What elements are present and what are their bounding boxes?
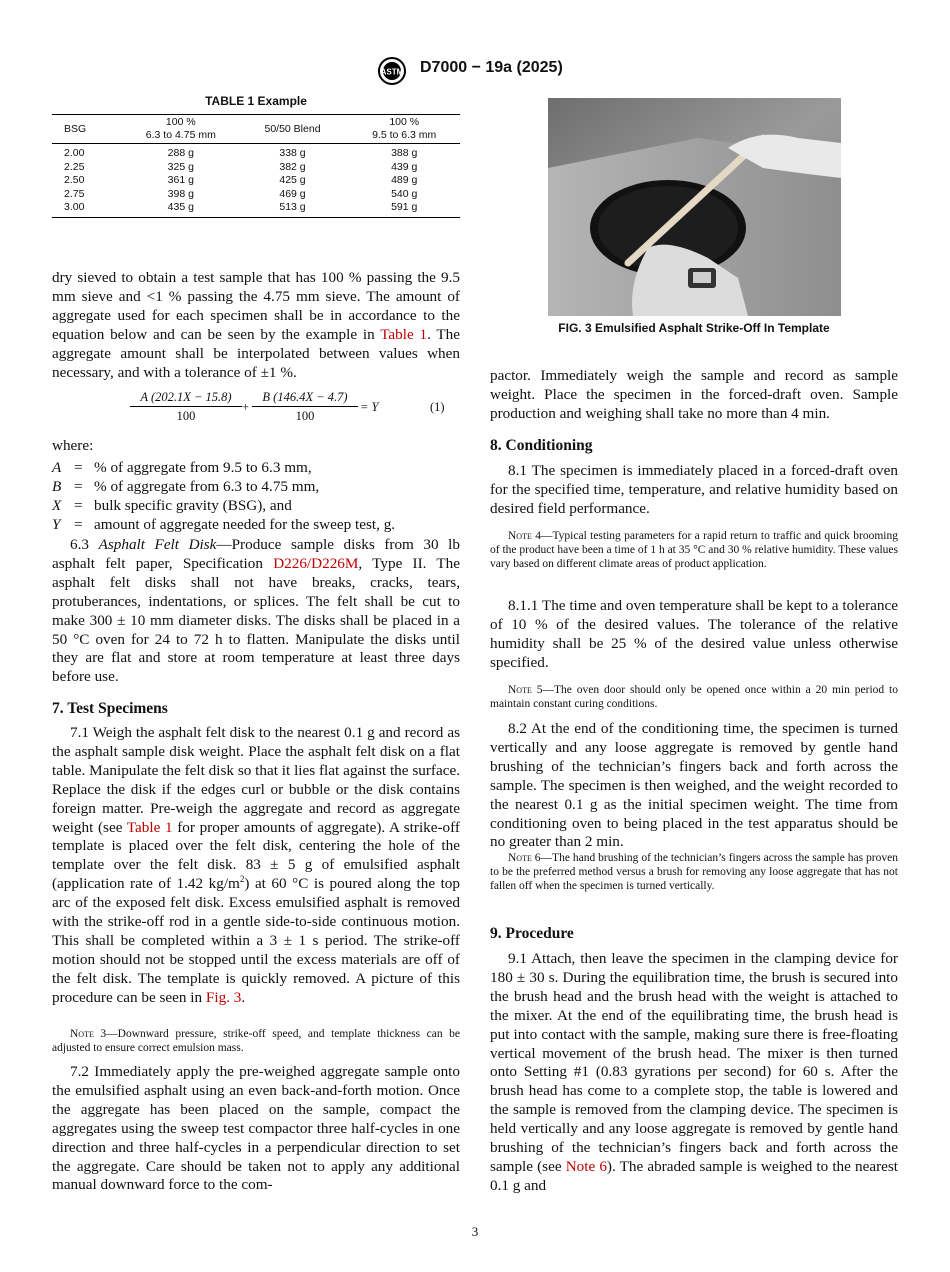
definition-row: X = bulk specific gravity (BSG), and — [52, 496, 292, 514]
table-1-link[interactable]: Table 1 — [380, 325, 428, 343]
d226-link[interactable]: D226/D226M — [273, 554, 359, 572]
standard-designation: D7000 − 19a (2025) — [420, 59, 563, 76]
astm-logo-icon — [374, 56, 414, 86]
paragraph-6-3: 6.3 Asphalt Felt Disk—Produce sample disks from 30 lb asphalt felt paper, Specification D226/D226M, Type II. The asphalt felt disks shall not have breaks, cracks, tears, protuberances, indentations, or splices. The felt shall be cut to make 300 ± 10 mm diameter disks. The disks shall be placed in a 50 °C oven for 24 to 72 h to flatten. Manipulate the disks until they are flat and store at room temperature at least three days before use. — [52, 536, 460, 686]
table-row: 2.00 288 g 338 g 388 g — [64, 147, 418, 159]
definition-row: Y = amount of aggregate needed for the sweep test, g. — [52, 515, 396, 533]
note-6-link[interactable]: Note 6 — [565, 1157, 607, 1175]
variable-definitions — [52, 459, 395, 535]
table-row: 3.00 435 g 513 g 591 g — [64, 201, 418, 213]
table-row: 2.75 398 g 469 g 540 g — [64, 187, 418, 200]
paragraph-dry-sieve: dry sieved to obtain a test sample that has 100 % passing the 9.5 mm sieve and <1 % passing the 4.75 mm sieve. The amount of aggregate used for each specimen shall be in accordance to the equation below and can be seen by the example in Table 1. The aggregate amount shall be interpolated between values when necessary, and with a tolerance of ±1 %. — [52, 269, 461, 381]
paragraph-7-1: 7.1 Weigh the asphalt felt disk to the nearest 0.1 g and record as the asphalt sample disk weight. Place the asphalt felt disk on a flat table. Manipulate the felt disk so that it lies flat against the surface. Replace the disk if the edges curl or bubble or the disk contains foreign matter. Pre-weigh the aggregate and record as aggregate weight (see Table 1 for proper amounts of aggregate). A strike-off template is placed over the felt disk, centering the hole of the template over the felt disk. 83 ± 5 g of emulsified asphalt (application rate of 1.42 $kg/m^2$) at 60 °C is poured along the top arc of the exposed felt disk. Excess emulsified asphalt is removed with the strike-off rod in a gentle side-to-side continuous motion. This shall be completed within a 3 ± 1 s period. The strike-off motion should not be stopped until the excess materials are off of the felt disk. The template is quickly removed. A picture of this procedure can be seen in Fig. 3. — [52, 724, 460, 1006]
table-row: 2.50 361 g 425 g 489 g — [64, 174, 418, 186]
paragraph-continuation: pactor. Immediately weigh the sample and record as sample weight. Place the specimen in the forced-draft oven. Sample production and weighing shall take no more than 4 min. — [490, 367, 898, 422]
logo-lettering: ASTM — [380, 67, 404, 77]
page-header — [0, 56, 950, 86]
equation-number: (1) — [430, 400, 445, 414]
column-header-fine: 100 % 6.3 to 4.75 mm — [145, 116, 216, 141]
paragraph-8-2: 8.2 At the end of the conditioning time, the specimen is turned vertically and any loose aggregate is removed by gentle hand brushing of the technician’s fingers back and forth across the sample. The specimen is then weighed, and the weight recorded to the nearest 0.1 g as the initial specimen weight. The time from conditioning oven to being placed in the test apparatus should be no greater than 2 min. — [490, 720, 898, 851]
paragraph-8-1-1: 8.1.1 The time and oven temperature shall be kept to a tolerance of 10 % of the desired values. The tolerance of the relative humidity shall be 25 % of the desired value unless otherwise specified. — [490, 597, 898, 671]
note-6: Note 6—The hand brushing of the technician’s fingers across the sample has proven to be the preferred method versus a brush for removing any loose aggregate that has not fallen off when the specimen is turned vertically. — [490, 852, 898, 893]
equation-result: = Y — [360, 400, 379, 414]
equation-fraction-b: $\frac{B (146.4X - 4.7)}{100}$ — [252, 390, 358, 424]
table-row: 2.25 325 g 382 g 439 g — [64, 160, 418, 173]
column-header-blend: 50/50 Blend — [264, 122, 321, 135]
equation-1 — [120, 390, 460, 430]
paragraph-7-2: 7.2 Immediately apply the pre-weighed aggregate sample onto the emulsified asphalt using an even back-and-forth motion. Once the aggregate has been placed on the sample, compact the aggregates using the sweep test compactor three half-cycles in one direction and three half-cycles in a perpendicular direction to set the aggregate. Care should be taken not to apply any additional manual downward force to the com- — [52, 1063, 460, 1194]
column-header-bsg: BSG — [64, 122, 87, 135]
note-5: Note 5—The oven door should only be opened once within a 20 min period to maintain constant curing conditions. — [490, 684, 898, 711]
note-4: Note 4—Typical testing parameters for a rapid return to traffic and quick brooming of the product have been a time of 1 h at 35 °C and 30 % relative humidity. These values vary based on different climate areas of product application. — [490, 530, 898, 571]
where-label: where: — [52, 437, 94, 454]
example-table — [52, 114, 460, 218]
equation-plus: + — [242, 400, 250, 414]
fig-3-link[interactable]: Fig. 3 — [205, 988, 242, 1006]
table-1-link[interactable]: Table 1 — [126, 818, 173, 836]
definition-row: A = % of aggregate from 9.5 to 6.3 mm, — [52, 459, 312, 476]
section-7-heading: 7. Test Specimens — [52, 700, 168, 717]
paragraph-8-1: 8.1 The specimen is immediately placed in a forced-draft oven for the specified time, temperature, and relative humidity based on desired field performance. — [490, 462, 898, 517]
section-9-heading: 9. Procedure — [490, 925, 574, 942]
page-number: 3 — [471, 1224, 479, 1239]
definition-row: B = % of aggregate from 6.3 to 4.75 mm, — [52, 477, 320, 495]
paragraph-9-1: 9.1 Attach, then leave the specimen in the clamping device for 180 ± 30 s. During the equilibration time, the brush is secured into the brush head and the brush head with the weight is attached to the mixer. At the end of the equilibrating time, the brush head is put into contact with the sample, making sure there is free-floating vertical movement of the brush head. The mixer is then turned onto Setting #1 (0.83 gyrations per second) for 60 s. After the brush head has come to a complete stop, the table is lowered and the sample is removed from the clamping device. The specimen is held vertically and any loose aggregate is removed by gentle hand brushing of the technician’s fingers back and forth across the sample (see Note 6). The abraded sample is weighed to the nearest 0.1 g and — [490, 950, 898, 1194]
equation-fraction-a: $\frac{A (202.1X - 15.8)}{100}$ — [130, 390, 242, 424]
column-header-coarse: 100 % 9.5 to 6.3 mm — [372, 116, 437, 141]
note-3: Note 3—Downward pressure, strike-off speed, and template thickness can be adjusted to ensure correct emulsion mass. — [52, 1028, 460, 1055]
table-caption: TABLE 1 Example — [205, 94, 307, 108]
strike-off-photo — [548, 98, 841, 316]
section-8-heading: 8. Conditioning — [490, 437, 593, 454]
table-header-row — [52, 115, 460, 144]
figure-caption: FIG. 3 Emulsified Asphalt Strike-Off In Template — [558, 321, 830, 335]
